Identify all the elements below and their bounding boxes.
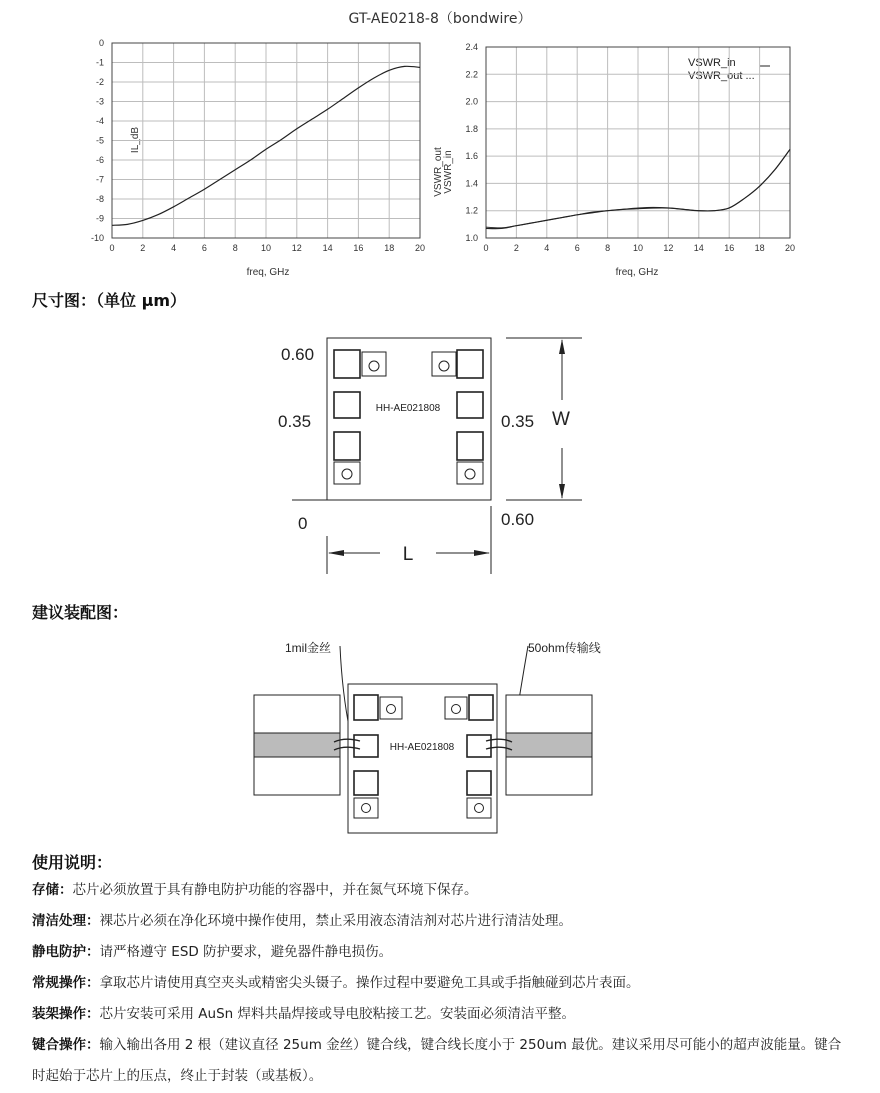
- vswr-plot: [430, 32, 810, 282]
- x-tick-label: 6: [574, 243, 580, 253]
- y-tick-label: 1.4: [465, 178, 478, 189]
- usage-text: 芯片安装可采用 AuSn 焊料共晶焊接或导电胶粘接工艺。安装面必须清洁平整。: [99, 1006, 575, 1022]
- x-tick-label: 14: [693, 243, 704, 253]
- dim-label-right: 0.35: [501, 412, 535, 431]
- insertion-loss-chart: [60, 32, 440, 286]
- x-tick-label: 0: [483, 243, 489, 253]
- usage-text: 输入输出各用 2 根（建议直径 25um 金丝）键合线，键合线长度小于 250um 最优。建议采用尽可能小的超声波能量。键合时起始于芯片上的压点，终止于封装（或基板）。: [32, 1037, 842, 1084]
- usage-sep: ：: [86, 944, 100, 960]
- arrowhead: [474, 550, 490, 556]
- pad: [467, 771, 491, 795]
- left-transmission-line: [254, 733, 340, 757]
- output-pad: [467, 735, 491, 757]
- y-tick-label: -10: [90, 233, 104, 243]
- dim-label-origin: 0: [298, 514, 308, 533]
- x-tick-label: 18: [384, 243, 395, 253]
- y-tick-label: 2.2: [465, 69, 478, 80]
- y-tick-label: 1.0: [465, 233, 478, 243]
- legend-vswr-in: VSWR_in: [688, 57, 736, 69]
- y-tick-label: -1: [95, 57, 104, 68]
- x-tick-label: 14: [322, 243, 333, 253]
- usage-term: 键合操作: [32, 1037, 86, 1053]
- dimension-drawing-svg: [270, 330, 600, 580]
- callout-gold-wire: 1mil金丝: [285, 641, 332, 655]
- usage-heading: 使用说明：: [32, 853, 113, 872]
- probe-pad: [362, 352, 386, 376]
- x-tick-label: 20: [784, 243, 796, 253]
- insertion-loss-plot: [60, 32, 440, 282]
- pad: [354, 771, 378, 795]
- arrowhead: [559, 339, 565, 354]
- dim-label-w: W: [552, 409, 570, 430]
- usage-item-cleaning: [32, 906, 852, 937]
- y-tick-label: 1.6: [465, 151, 478, 162]
- usage-sep: ：: [86, 1006, 100, 1022]
- usage-item-bonding: [32, 1030, 852, 1092]
- usage-term: 存储: [32, 882, 59, 898]
- il-x-axis-label: freq, GHz: [246, 267, 290, 278]
- chip-marking: HH-AE021808: [389, 742, 455, 753]
- probe-pad: [457, 462, 483, 484]
- input-pad: [354, 735, 378, 757]
- y-tick-label: 1.2: [465, 205, 478, 216]
- usage-item-esd: [32, 937, 852, 968]
- right-transmission-line: [506, 733, 592, 757]
- usage-sep: ：: [86, 1037, 100, 1053]
- dim-label-l: L: [402, 544, 414, 565]
- y-tick-label: -9: [95, 213, 104, 224]
- probe-pad: [354, 798, 378, 818]
- probe-pad: [334, 462, 360, 484]
- x-tick-label: 2: [140, 243, 146, 253]
- document-title: GT-AE0218-8（bondwire）: [348, 11, 532, 27]
- x-tick-label: 4: [544, 243, 550, 253]
- x-tick-label: 8: [605, 243, 611, 253]
- assembly-drawing-svg: [250, 632, 650, 842]
- y-tick-label: 0: [98, 38, 104, 48]
- vswr-y-axis-label-in: VSWR_in: [443, 150, 454, 194]
- usage-text: 芯片必须放置于具有静电防护功能的容器中，并在氮气环境下保存。: [72, 882, 478, 898]
- x-tick-label: 8: [232, 243, 238, 253]
- x-tick-label: 18: [754, 243, 765, 253]
- usage-text: 拿取芯片请使用真空夹头或精密尖头镊子。操作过程中要避免工具或手指触碰到芯片表面。: [99, 975, 640, 991]
- probe-pad: [432, 352, 456, 376]
- usage-text: 裸芯片必须在净化环境中操作使用，禁止采用液态清洁剂对芯片进行清洁处理。: [99, 913, 572, 929]
- y-tick-label: -2: [95, 77, 104, 87]
- usage-item-storage: [32, 875, 852, 906]
- pad: [469, 695, 493, 720]
- legend-vswr-out: VSWR_out ...: [688, 70, 755, 82]
- y-tick-label: -3: [95, 96, 104, 107]
- y-tick-label: -5: [95, 135, 104, 146]
- x-tick-label: 10: [260, 243, 272, 253]
- usage-item-handling: [32, 968, 852, 999]
- pad: [457, 350, 483, 378]
- chip-marking: HH-AE021808: [375, 403, 441, 414]
- usage-term: 静电防护: [32, 944, 86, 960]
- x-tick-label: 0: [109, 243, 115, 253]
- usage-sep: ：: [86, 975, 100, 991]
- usage-text: 请严格遵守 ESD 防护要求，避免器件静电损伤。: [99, 944, 393, 960]
- vswr-y-axis-label-out: VSWR_out: [433, 147, 444, 197]
- y-tick-label: 1.8: [465, 123, 478, 134]
- usage-term: 装架操作: [32, 1006, 86, 1022]
- dim-label-top-left: 0.60: [281, 345, 315, 364]
- x-tick-label: 10: [632, 243, 644, 253]
- x-tick-label: 4: [171, 243, 177, 253]
- usage-sep: ：: [59, 882, 73, 898]
- usage-item-mounting: [32, 999, 852, 1030]
- arrowhead: [328, 550, 344, 556]
- x-tick-label: 12: [291, 243, 302, 253]
- assembly-drawing: [250, 632, 650, 846]
- probe-pad: [467, 798, 491, 818]
- x-tick-label: 16: [724, 243, 735, 253]
- vswr-x-axis-label: freq, GHz: [615, 267, 659, 278]
- callout-transmission-line: 50ohm传输线: [528, 641, 601, 655]
- pad: [354, 695, 378, 720]
- x-tick-label: 12: [663, 243, 674, 253]
- dimensions-heading: 尺寸图：（单位 μm）: [32, 291, 187, 310]
- pad: [457, 392, 483, 418]
- usage-sep: ：: [86, 913, 100, 929]
- dimension-drawing: [270, 330, 600, 584]
- assembly-heading: 建议装配图：: [32, 603, 129, 622]
- dim-label-left: 0.35: [278, 412, 312, 431]
- x-tick-label: 6: [201, 243, 207, 253]
- x-tick-label: 20: [414, 243, 426, 253]
- pad: [334, 432, 360, 460]
- pad: [334, 350, 360, 378]
- pad: [457, 432, 483, 460]
- y-tick-label: 2.0: [465, 96, 478, 107]
- dim-label-bottom-right: 0.60: [501, 510, 535, 529]
- il-y-axis-label: IL_dB: [130, 126, 141, 154]
- pad: [334, 392, 360, 418]
- x-tick-label: 16: [353, 243, 364, 253]
- arrowhead: [559, 484, 565, 499]
- y-tick-label: 2.4: [465, 42, 478, 52]
- y-tick-label: -6: [95, 155, 104, 165]
- probe-pad: [380, 697, 402, 719]
- y-tick-label: -7: [95, 174, 104, 185]
- y-tick-label: -4: [95, 116, 104, 126]
- x-tick-label: 2: [513, 243, 519, 253]
- vswr-chart: [430, 32, 810, 286]
- usage-term: 常规操作: [32, 975, 86, 991]
- probe-pad: [445, 697, 467, 719]
- usage-term: 清洁处理: [32, 913, 86, 929]
- y-tick-label: -8: [95, 194, 104, 204]
